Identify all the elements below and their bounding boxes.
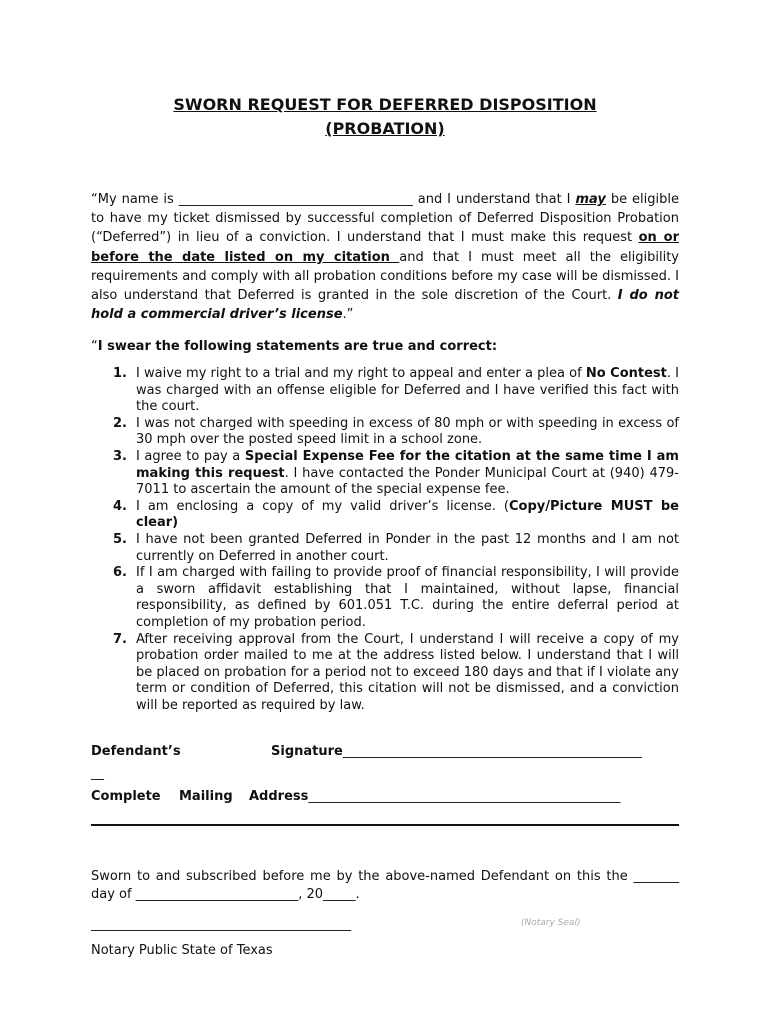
statement-item	[91, 565, 679, 631]
statement-number: 4.	[113, 498, 127, 514]
statement-text: After receiving approval from the Court, I understand I will receive a copy of my probation order mailed to me at the address listed below. I understand that I will be placed on probation for a period not to exceed 180 days and that if I violate any term or condition of Deferred, this citation will not be dismissed, and a conviction will be reported as required by law.	[136, 631, 679, 713]
intro-text-1: “My name is ____________________________________ and I understand that I	[91, 192, 576, 207]
statement-number: 2.	[113, 415, 127, 431]
swear-text: I swear the following statements are true and correct:	[97, 339, 498, 354]
statement-item	[91, 632, 679, 715]
statement-text: . I was charged with an offense eligible for Deferred and I have verified this fact with the court.	[136, 366, 680, 415]
signature-line: ______________________________________________	[342, 744, 642, 759]
statement-text: I agree to pay a	[136, 448, 245, 464]
statement-emphasis: Copy/Picture MUST be clear)	[136, 498, 679, 531]
statement-item	[91, 416, 679, 449]
intro-cdl-statement: I do not hold a commercial driver’s license	[91, 288, 680, 323]
sworn-statement: Sworn to and subscribed before me by the above-named Defendant on this the _______ day of _________________________, 20_____.	[91, 869, 679, 902]
statement-text: I am enclosing a copy of my valid driver’s license. (	[136, 498, 509, 514]
address-label-b: Mailing	[179, 789, 233, 804]
swear-quote: “	[91, 339, 98, 354]
notary-public-label: Notary Public State of Texas	[91, 943, 273, 958]
statement-number: 7.	[113, 631, 127, 647]
signature-field[interactable]	[91, 741, 679, 785]
intro-text-2: be eligible to have my ticket dismissed by successful completion of Deferred Disposition Probation (“Deferred”) in lieu of a conviction. I understand that I must make this request	[91, 192, 679, 246]
statement-item	[91, 366, 679, 416]
intro-paragraph	[91, 190, 679, 324]
swear-heading	[91, 337, 497, 356]
statement-emphasis: Special Expense Fee for the citation at the same time I am making this request	[136, 448, 679, 481]
statement-number: 5.	[113, 531, 127, 547]
statement-number: 3.	[113, 448, 127, 464]
statement-list	[91, 366, 679, 714]
statement-text: I have not been granted Deferred in Ponder in the past 12 months and I am not currently on Deferred in another court.	[136, 531, 679, 564]
statement-text: . I have contacted the Ponder Municipal Court at (940) 479-7011 to ascertain the amount of the special expense fee.	[136, 465, 679, 498]
address-label-a: Complete	[91, 789, 161, 804]
section-divider	[91, 824, 679, 826]
title-line-1: SWORN REQUEST FOR DEFERRED DISPOSITION	[173, 95, 597, 114]
statement-item	[91, 532, 679, 565]
signature-label-a: Defendant’s	[91, 744, 181, 759]
signature-label-b: Signature	[271, 744, 343, 759]
document-title	[91, 93, 679, 141]
address-line: ________________________________________________	[308, 789, 621, 804]
statement-item	[91, 449, 679, 499]
intro-may-emphasis: may	[575, 192, 606, 207]
statement-emphasis: No Contest	[585, 366, 667, 381]
statement-item	[91, 499, 679, 532]
title-line-2: (PROBATION)	[325, 119, 445, 138]
statement-number: 6.	[113, 565, 127, 581]
address-label-c: Address	[249, 789, 309, 804]
statement-number: 1.	[113, 366, 127, 381]
signature-line-wrap: __	[91, 766, 104, 781]
notary-seal-label: (Notary Seal)	[521, 918, 581, 928]
statement-text: I waive my right to a trial and my right to appeal and enter a plea of	[136, 366, 586, 381]
intro-text-4: .”	[342, 307, 354, 323]
address-line-wrap: __	[91, 811, 104, 826]
statement-text: If I am charged with failing to provide proof of financial responsibility, I will provide a sworn affidavit establishing that I maintained, without lapse, financial responsibility, as defined by 601.051 T.C. during the entire deferral period at completion of my probation period.	[136, 565, 679, 630]
notary-signature-line[interactable]: ________________________________________	[91, 917, 351, 932]
statement-text: I was not charged with speeding in excess of 80 mph or with speeding in excess of 30 mph over the posted speed limit in a school zone.	[136, 415, 679, 448]
intro-text-3: and that I must meet all the eligibility requirements and comply with all probation conditions before my case will be dismissed. I also understand that Deferred is granted in the sole discretion of the Court.	[91, 249, 680, 304]
intro-deadline-emphasis: on or before the date listed on my citation	[91, 230, 679, 265]
